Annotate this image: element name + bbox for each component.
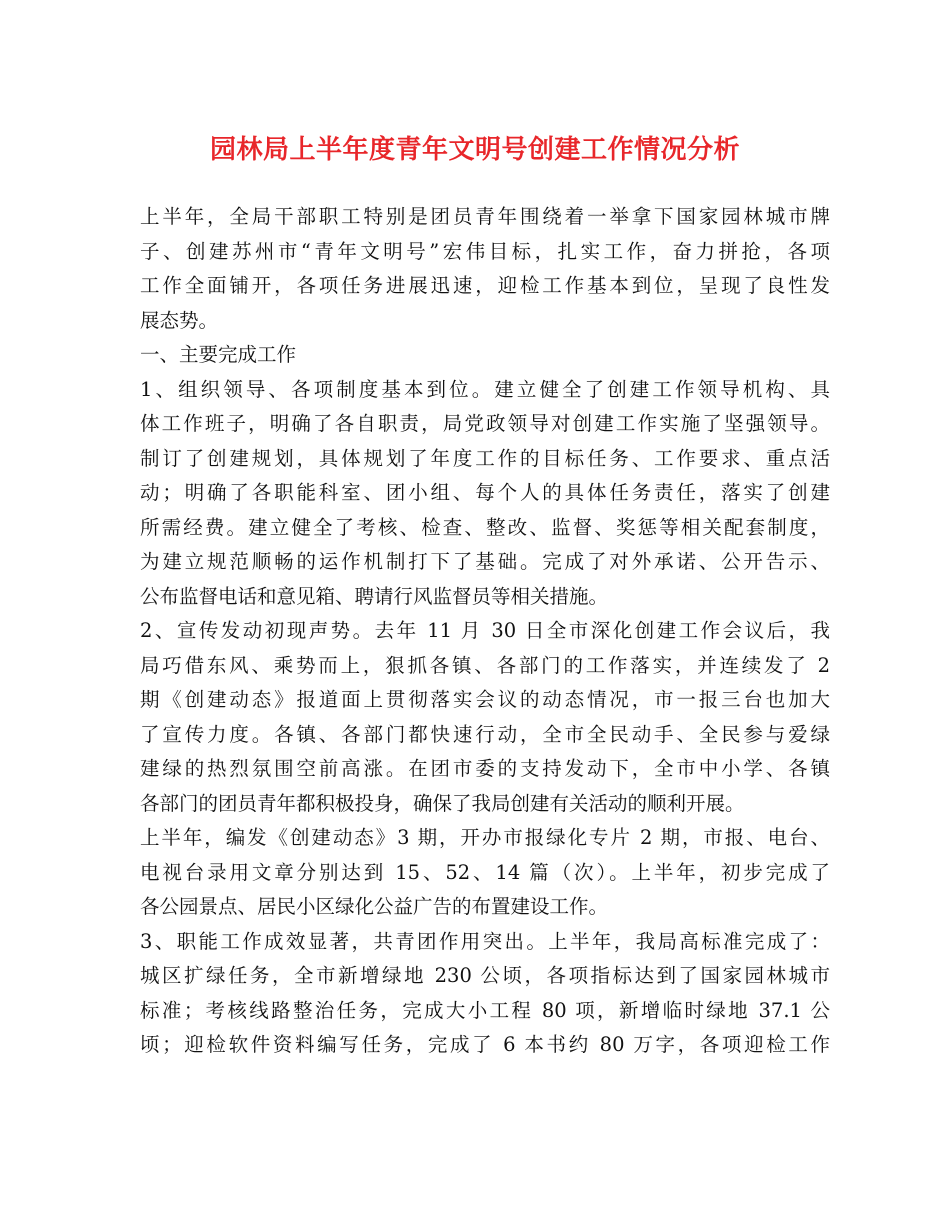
text-line: 为建立规范顺畅的运作机制打下了基础。完成了对外承诺、公开告示、	[140, 550, 830, 573]
text-line: 电视台录用文章分别达到 15、52、14 篇（次）。上半年，初步完成了	[140, 860, 830, 884]
text-line: 子、创建苏州市“青年文明号”宏伟目标，扎实工作，奋力拼抢，各项	[140, 239, 830, 263]
text-line: 建绿的热烈氛围空前高涨。在团市委的支持发动下，全市中小学、各镇	[140, 757, 830, 780]
text-line: 1、组织领导、各项制度基本到位。建立健全了创建工作领导机构、具	[140, 377, 830, 401]
text-line: 所需经费。建立健全了考核、检查、整改、监督、奖惩等相关配套制度，	[140, 515, 830, 539]
text-line: 一、主要完成工作	[140, 343, 297, 366]
text-line: 动；明确了各职能科室、团小组、每个人的具体任务责任，落实了创建	[140, 481, 830, 504]
text-line: 期《创建动态》报道面上贯彻落实会议的动态情况，市一报三台也加大	[140, 688, 830, 711]
text-line: 各部门的团员青年都积极投身，确保了我局创建有关活动的顺利开展。	[140, 791, 745, 815]
text-line: 顷；迎检软件资料编写任务，完成了 6 本书约 80 万字，各项迎检工作	[140, 1033, 830, 1056]
text-line: 城区扩绿任务，全市新增绿地 230 公顷，各项指标达到了国家园林城市	[140, 964, 830, 987]
text-line: 了宣传力度。各镇、各部门都快速行动，全市全民动手、全民参与爱绿	[140, 722, 830, 746]
text-line: 3、职能工作成效显著，共青团作用突出。上半年，我局高标准完成了：	[140, 929, 830, 953]
text-line: 上半年，编发《创建动态》3 期，开办市报绿化专片 2 期，市报、电台、	[140, 826, 830, 849]
text-line: 制订了创建规划，具体规划了年度工作的目标任务、工作要求、重点活	[140, 446, 830, 470]
text-line: 体工作班子，明确了各自职责，局党政领导对创建工作实施了坚强领导。	[140, 412, 830, 435]
text-line: 上半年，全局干部职工特别是团员青年围绕着一举拿下国家园林城市牌	[140, 205, 830, 228]
text-line: 2、宣传发动初现声势。去年 11 月 30 日全市深化创建工作会议后，我	[140, 619, 830, 642]
text-line: 展态势。	[140, 308, 219, 332]
document-title: 园林局上半年度青年文明号创建工作情况分析	[209, 135, 740, 165]
text-line: 公布监督电话和意见箱、聘请行风监督员等相关措施。	[140, 584, 609, 608]
document-body	[140, 200, 830, 1063]
text-line: 工作全面铺开，各项任务进展迅速，迎检工作基本到位，呈现了良性发	[140, 274, 830, 297]
text-line: 局巧借东风、乘势而上，狠抓各镇、各部门的工作落实，并连续发了 2	[140, 653, 830, 677]
text-line: 各公园景点、居民小区绿化公益广告的布置建设工作。	[140, 895, 609, 918]
text-line: 标准；考核线路整治任务，完成大小工程 80 项，新增临时绿地 37.1 公	[140, 998, 830, 1022]
